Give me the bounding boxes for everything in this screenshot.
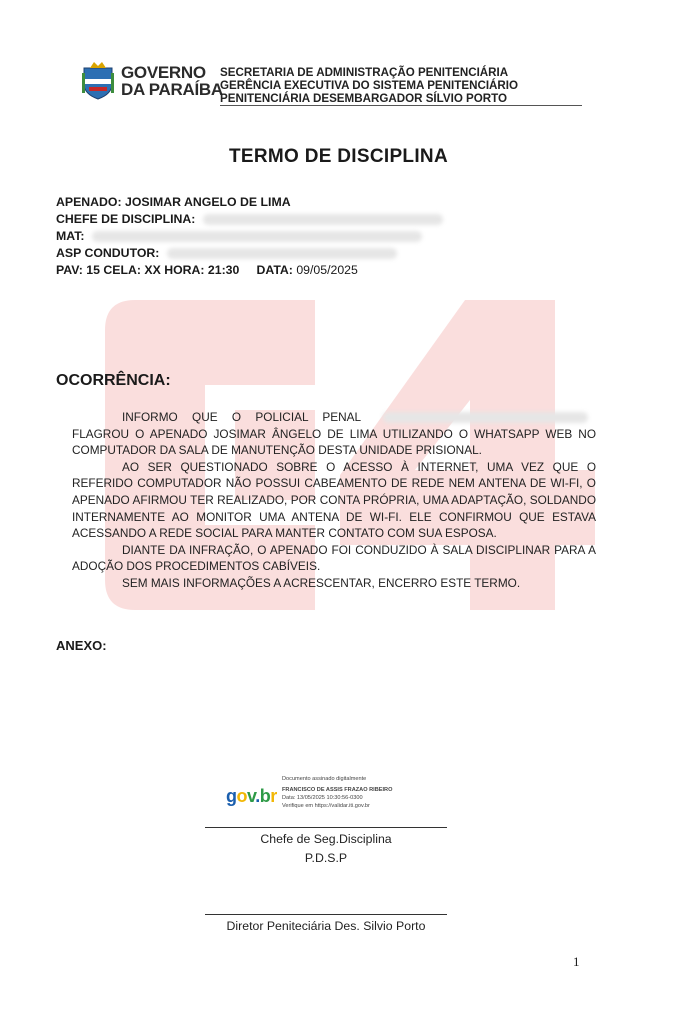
field-apenado bbox=[56, 195, 291, 210]
page-number: 1 bbox=[573, 954, 580, 969]
ocorrencia-p4: SEM MAIS INFORMAÇÕES A ACRESCENTAR, ENCERRO ESTE TERMO. bbox=[122, 575, 521, 590]
header-gerencia: GERÊNCIA EXECUTIVA DO SISTEMA PENITENCIÁRIO bbox=[220, 79, 519, 92]
p1-start: INFORMO QUE O POLICIAL PENAL bbox=[122, 410, 361, 424]
data-value: 09/05/2025 bbox=[296, 263, 358, 277]
stamp-date: Data: 13/05/2025 10:30:56-0300 bbox=[282, 795, 363, 801]
ocorrencia-p1 bbox=[72, 409, 596, 459]
field-chefe-disciplina bbox=[56, 212, 443, 227]
redacted-policial bbox=[383, 412, 588, 423]
signature-role-1-sub: P.D.S.P bbox=[304, 851, 348, 865]
pav-label: PAV: 15 CELA: XX HORA: 21:30 bbox=[56, 263, 240, 277]
signature-role-1: Chefe de Seg.Disciplina bbox=[260, 832, 392, 846]
ocorrencia-p2: AO SER QUESTIONADO SOBRE O ACESSO À INTERNET, UMA VEZ QUE O REFERIDO COMPUTADOR NÃO POSSUI CABEAMENTO DE REDE NEM ANTENA DE WI-FI, O APENADO AFIRMOU TER REALIZADO, POR CONTA PRÓPRIA, UMA ADAPTAÇÃO, SOLDANDO INTERNAMENTE AO MONITOR UMA ANTENA DE WI-FI. ELE CONFIRMOU QUE ESTAVA ACESSANDO A REDE SOCIAL PARA MANTER CONTATO COM SUA ESPOSA. bbox=[72, 459, 596, 541]
field-mat bbox=[56, 229, 422, 244]
signature-line-2 bbox=[205, 914, 447, 915]
logo-text-line2: DA PARAÍBA bbox=[121, 80, 223, 99]
p1-end: FLAGROU bbox=[72, 426, 130, 441]
paraiba-crest-icon bbox=[80, 60, 116, 100]
stamp-line1: Documento assinado digitalmente bbox=[282, 776, 367, 782]
p1-rest: O APENADO JOSIMAR ÂNGELO DE LIMA UTILIZANDO O WHATSAPP WEB NO COMPUTADOR DA SALA DE MANUTENÇÃO DESTA UNIDADE PRISIONAL. bbox=[72, 426, 596, 458]
ocorrencia-heading: OCORRÊNCIA: bbox=[56, 372, 171, 389]
logo-text-line1: GOVERNO bbox=[121, 63, 206, 82]
redacted-asp bbox=[167, 248, 397, 259]
asp-label: ASP CONDUTOR: bbox=[56, 246, 160, 260]
header-divider bbox=[220, 105, 582, 106]
signature-role-2: Diretor Peniteciária Des. Silvio Porto bbox=[226, 919, 426, 933]
stamp-verify: Verifique em https://validar.iti.gov.br bbox=[282, 803, 370, 809]
redacted-mat bbox=[92, 231, 422, 242]
anexo-label: ANEXO: bbox=[56, 638, 107, 653]
signature-line-1 bbox=[205, 827, 447, 828]
chefe-label: CHEFE DE DISCIPLINA: bbox=[56, 212, 196, 226]
apenado-label: APENADO: bbox=[56, 195, 122, 209]
header-secretaria: SECRETARIA DE ADMINISTRAÇÃO PENITENCIÁRIA bbox=[220, 66, 509, 79]
header-penitenciaria: PENITENCIÁRIA DESEMBARGADOR SÍLVIO PORTO bbox=[220, 92, 508, 105]
data-label: DATA: bbox=[256, 263, 293, 277]
apenado-value: JOSIMAR ANGELO DE LIMA bbox=[125, 195, 291, 209]
field-pav-cela-hora-data bbox=[56, 263, 358, 278]
field-asp-condutor bbox=[56, 246, 397, 261]
ocorrencia-p3: DIANTE DA INFRAÇÃO, O APENADO FOI CONDUZIDO À SALA DISCIPLINAR PARA A ADOÇÃO DOS PROCEDIMENTOS CABÍVEIS. bbox=[72, 542, 596, 574]
govbr-logo: gov.br bbox=[226, 786, 277, 806]
redacted-chefe bbox=[203, 214, 443, 225]
document-title: TERMO DE DISCIPLINA bbox=[229, 146, 448, 167]
mat-label: MAT: bbox=[56, 229, 85, 243]
stamp-signer: FRANCISCO DE ASSIS FRAZAO RIBEIRO bbox=[282, 787, 393, 793]
ocorrencia-body bbox=[72, 409, 596, 592]
